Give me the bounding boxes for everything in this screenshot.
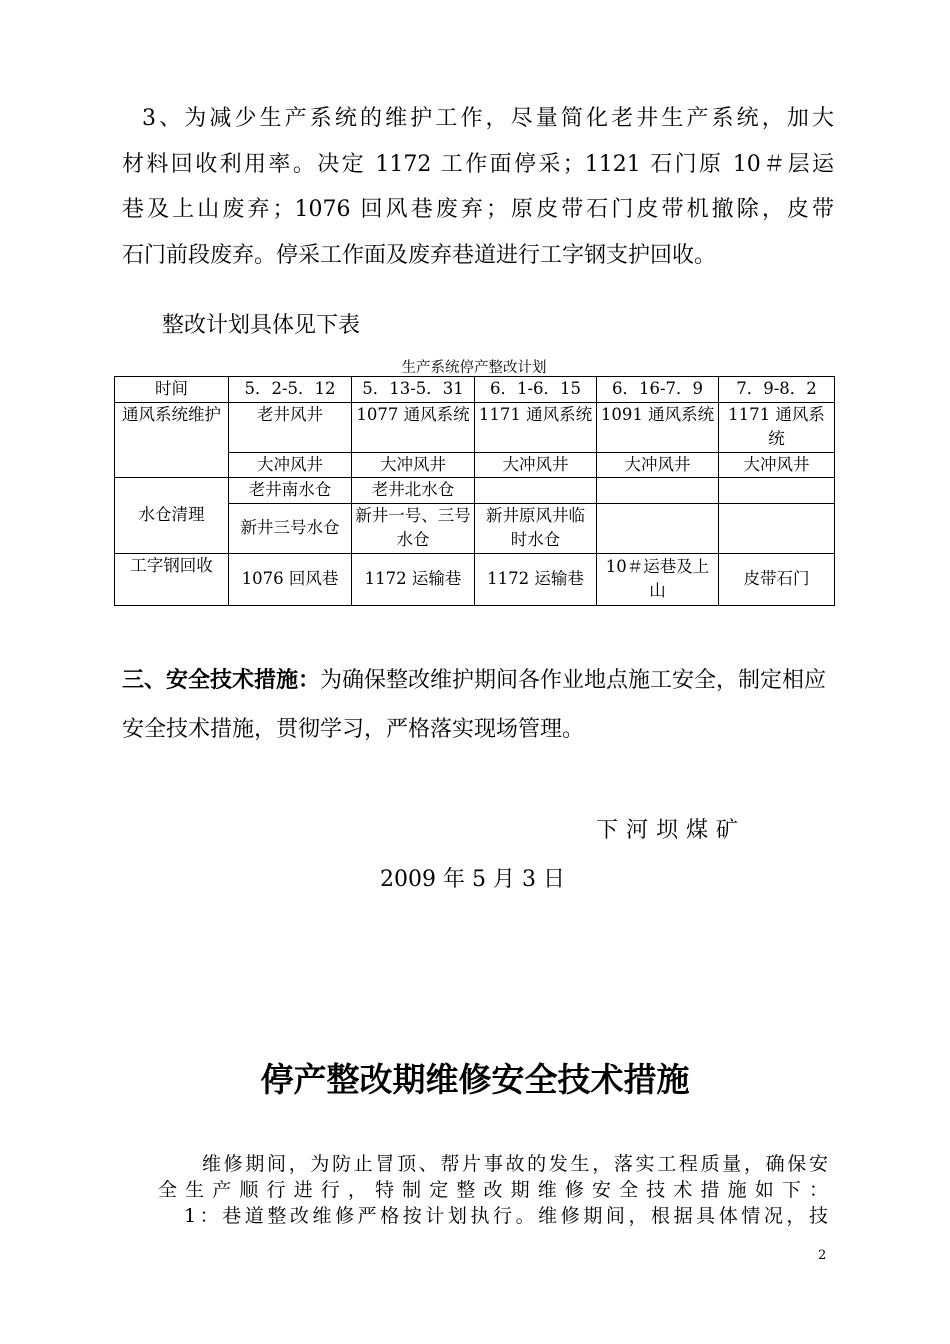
table-cell: 老井南水仓 — [229, 478, 352, 504]
table-cell: 1076 回风巷 — [229, 553, 352, 605]
document-date: 2009 年 5 月 3 日 — [380, 867, 565, 892]
section-title: 停产整改期维修安全技术措施 — [260, 1060, 690, 1099]
table-cell: 1172 运输巷 — [475, 553, 597, 605]
point-3-paragraph — [122, 96, 834, 278]
paragraph-line: 全生产顺行进行，特制定整改期维修安全技术措施如下： — [158, 1179, 828, 1201]
paragraph-line: 材料回收利用率。决定 1172 工作面停采；1121 石门原 10＃层运 — [122, 151, 834, 177]
row-label-steel-recovery: 工字钢回收 — [115, 553, 229, 605]
table-header-cell: 7．9-8．2 — [719, 377, 835, 403]
table-cell — [597, 478, 719, 504]
page-number: 2 — [818, 1248, 827, 1263]
table-cell: 1172 运输巷 — [352, 553, 475, 605]
table-cell: 大冲风井 — [229, 452, 352, 478]
table-cell: 大冲风井 — [352, 452, 475, 478]
table-cell: 大冲风井 — [719, 452, 835, 478]
table-row — [115, 478, 835, 504]
table-cell: 新井原风井临时水仓 — [475, 503, 597, 553]
table-row — [115, 402, 835, 452]
table-cell: 老井北水仓 — [352, 478, 475, 504]
table-cell — [719, 478, 835, 504]
table-cell: 1171 通风系统 — [475, 402, 597, 452]
table-cell — [719, 503, 835, 553]
maintenance-paragraph — [158, 1151, 828, 1229]
table-cell: 1171 通风系统 — [719, 402, 835, 452]
paragraph-line: 巷及上山废弃；1076 回风巷废弃；原皮带石门皮带机撤除，皮带 — [122, 197, 834, 222]
table-cell: 新井三号水仓 — [229, 503, 352, 553]
rectification-plan-table — [114, 376, 835, 606]
plan-intro: 整改计划具体见下表 — [162, 313, 361, 338]
paragraph-line: 维修期间，为防止冒顶、帮片事故的发生，落实工程质量，确保安 — [202, 1153, 828, 1175]
section-3-heading: 三、安全技术措施： — [122, 668, 321, 693]
section-3-paragraph — [122, 656, 834, 754]
table-header-cell: 6．1-6．15 — [475, 377, 597, 403]
table-cell: 新井一号、三号水仓 — [352, 503, 475, 553]
signer-name: 下河坝煤矿 — [596, 818, 747, 843]
paragraph-line: 石门前段废弃。停采工作面及废弃巷道进行工字钢支护回收。 — [122, 242, 717, 268]
section-3-text: 为确保整改维护期间各作业地点施工安全，制定相应安全技术措施，贯彻学习，严格落实现场管理。 — [122, 668, 827, 742]
table-header-cell: 5．2-5．12 — [229, 377, 352, 403]
table-caption: 生产系统停产整改计划 — [401, 360, 547, 376]
table-header-row — [115, 377, 835, 403]
paragraph-line: 3、为减少生产系统的维护工作，尽量简化老井生产系统，加大 — [142, 106, 834, 131]
table-header-cell: 6．16-7．9 — [597, 377, 719, 403]
row-label-ventilation: 通风系统维护 — [115, 402, 229, 478]
table-cell: 1091 通风系统 — [597, 402, 719, 452]
table-cell: 1077 通风系统 — [352, 402, 475, 452]
table-header-cell: 5．13-5．31 — [352, 377, 475, 403]
table-cell: 皮带石门 — [719, 553, 835, 605]
paragraph-line: 1：巷道整改维修严格按计划执行。维修期间，根据具体情况，技 — [184, 1205, 828, 1227]
table-cell — [597, 503, 719, 553]
table-cell: 老井风井 — [229, 402, 352, 452]
table-cell — [475, 478, 597, 504]
table-header-cell: 时间 — [115, 377, 229, 403]
table-cell: 大冲风井 — [597, 452, 719, 478]
table-cell: 大冲风井 — [475, 452, 597, 478]
row-label-water-tank: 水仓清理 — [115, 478, 229, 554]
table-cell: 10＃运巷及上山 — [597, 553, 719, 605]
table-row — [115, 553, 835, 605]
